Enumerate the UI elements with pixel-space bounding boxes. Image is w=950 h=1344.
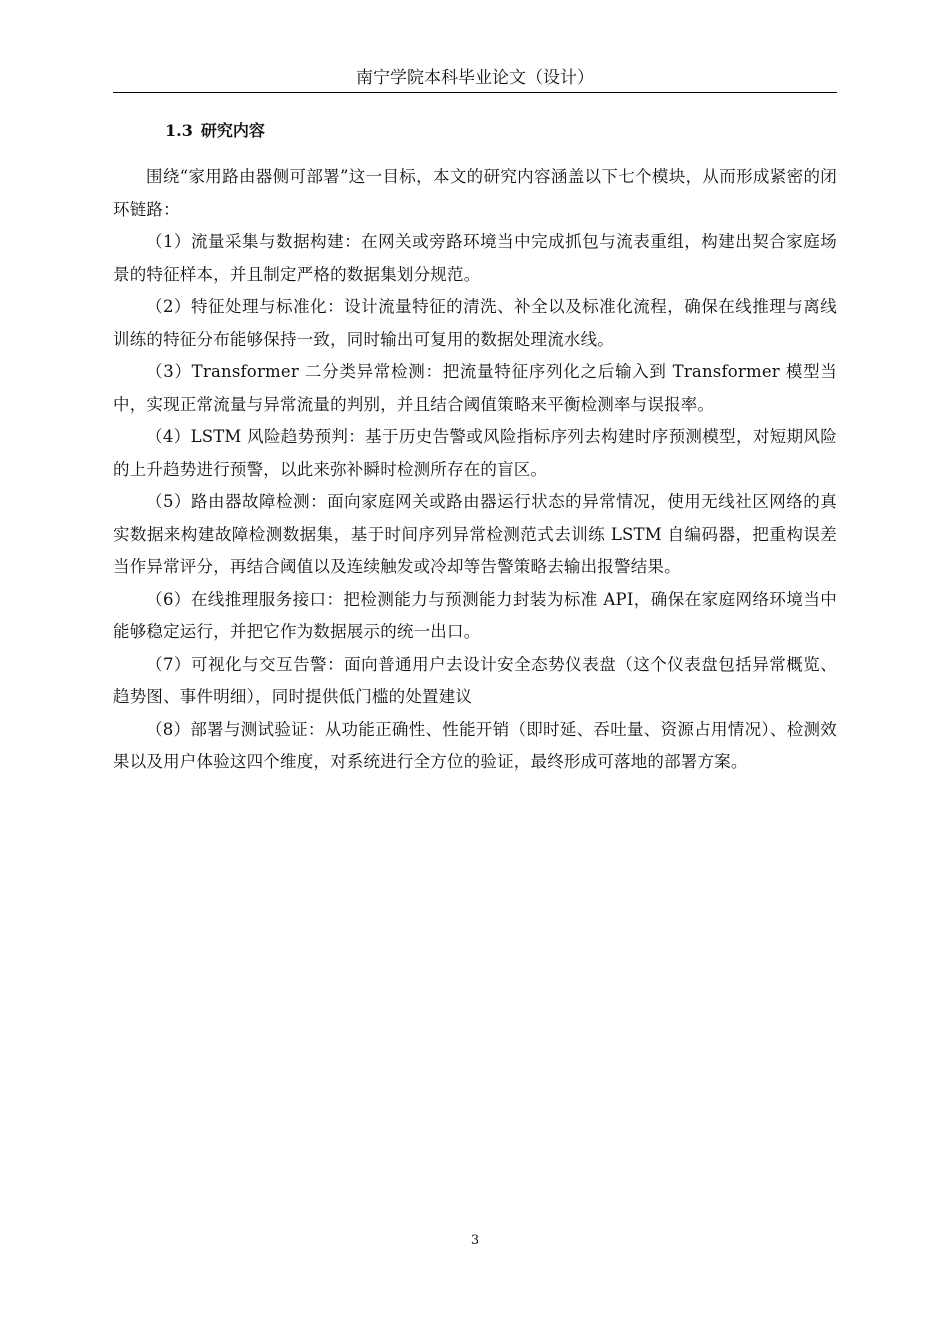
item-paragraph-7: （7）可视化与交互告警：面向普通用户去设计安全态势仪表盘（这个仪表盘包括异常概览、趋势图、事件明细），同时提供低门槛的处置建议 [113,654,837,706]
section-heading [165,117,265,145]
section-title: 研究内容 [200,121,265,140]
item-paragraph-8: （8）部署与测试验证：从功能正确性、性能开销（即时延、吞吐量、资源占用情况）、检测效果以及用户体验这四个维度，对系统进行全方位的验证，最终形成可落地的部署方案。 [113,719,837,771]
item-paragraph-6: （6）在线推理服务接口：把检测能力与预测能力封装为标准 API，确保在家庭网络环境当中能够稳定运行，并把它作为数据展示的统一出口。 [113,589,837,641]
item-paragraph-5: （5）路由器故障检测：面向家庭网关或路由器运行状态的异常情况，使用无线社区网络的真实数据来构建故障检测数据集，基于时间序列异常检测范式去训练 LSTM 自编码器，把重构误差当作异常评分，再结合阈值以及连续触发或冷却等告警策略去输出报警结果。 [113,492,837,576]
item-paragraph-1: （1）流量采集与数据构建：在网关或旁路环境当中完成抓包与流表重组，构建出契合家庭场景的特征样本，并且制定严格的数据集划分规范。 [113,232,837,284]
body-text [113,161,837,779]
item-paragraph-4: （4）LSTM 风险趋势预判：基于历史告警或风险指标序列去构建时序预测模型，对短期风险的上升趋势进行预警，以此来弥补瞬时检测所存在的盲区。 [113,427,837,479]
intro-paragraph: 围绕“家用路由器侧可部署”这一目标，本文的研究内容涵盖以下七个模块，从而形成紧密的闭环链路： [113,167,837,219]
section-number: 1.3 [165,121,193,140]
item-paragraph-3: （3）Transformer 二分类异常检测：把流量特征序列化之后输入到 Transformer 模型当中，实现正常流量与异常流量的判别，并且结合阈值策略来平衡检测率与误报率。 [113,362,837,414]
page-number: 3 [470,1233,480,1248]
header-rule [113,92,837,93]
item-paragraph-2: （2）特征处理与标准化：设计流量特征的清洗、补全以及标准化流程，确保在线推理与离线训练的特征分布能够保持一致，同时输出可复用的数据处理流水线。 [113,297,837,349]
running-header: 南宁学院本科毕业论文（设计） [356,68,594,88]
